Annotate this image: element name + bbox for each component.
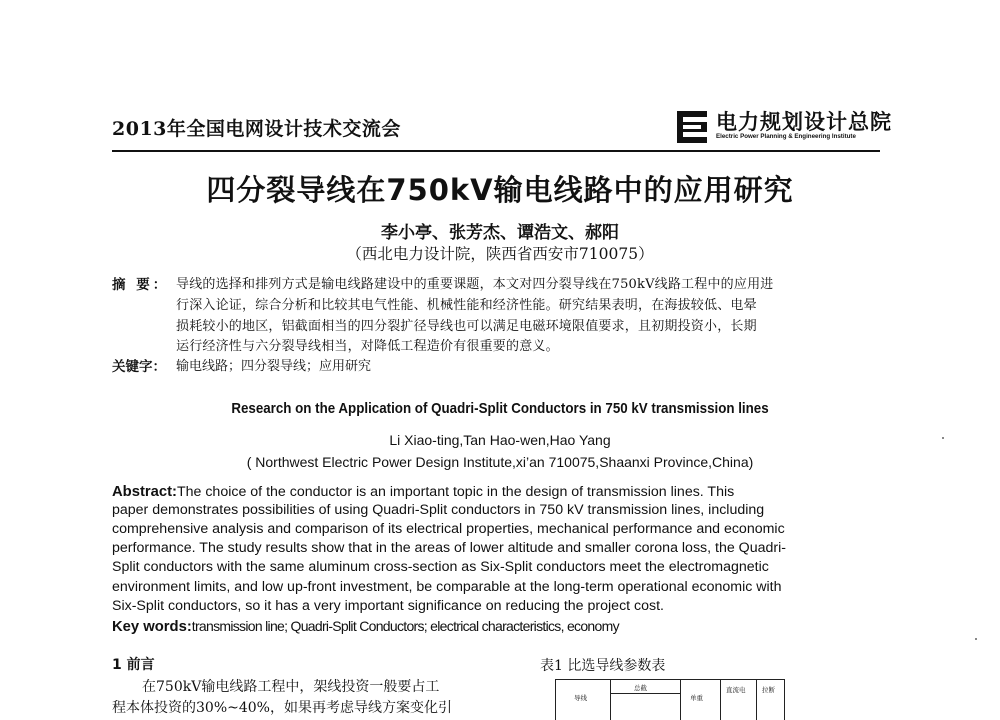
header-rule	[112, 150, 880, 152]
section-heading: 1 前言	[112, 657, 155, 673]
keywords-en-label: Key words:	[112, 619, 192, 635]
table-header-cell: 直流电	[726, 686, 746, 694]
affiliation-cn: （西北电力设计院，陕西省西安市710075）	[346, 245, 654, 263]
table-divider	[680, 680, 681, 720]
table-divider	[756, 680, 757, 720]
abstract-en-line: performance. The study results show that in the areas of lower altitude and smaller corona loss, the Quadri-	[112, 540, 786, 556]
abstract-cn-label: 摘 要：	[112, 277, 170, 293]
abstract-cn-line: 导线的选择和排列方式是输电线路建设中的重要课题，本文对四分裂导线在750kV线路工程中的应用进	[176, 277, 774, 292]
table-header-cell: 拉断	[762, 686, 775, 694]
table-divider	[720, 680, 721, 720]
authors-cn: 李小亭、张芳杰、谭浩文、郝阳	[381, 223, 619, 243]
abstract-en-first-line	[112, 484, 734, 500]
abstract-en-line: environment limits, and low up-front investment, be comparable at the long-term operational economic with	[112, 579, 782, 595]
scan-speck	[942, 437, 944, 439]
paper-title-cn: 四分裂导线在750kV输电线路中的应用研究	[206, 173, 794, 207]
keywords-cn-label: 关键字：	[112, 359, 166, 375]
keywords-en-text: transmission line; Quadri-Split Conductors; electrical characteristics, economy	[191, 618, 619, 634]
keywords-en	[112, 618, 619, 635]
abstract-en-line: Six-Split conductors, so it has a very important significance on reducing the project cost.	[112, 598, 665, 614]
body-text-line: 程本体投资的30%~40%，如果再考虑导线方案变化引	[112, 700, 452, 716]
body-text-line: 在750kV输电线路工程中，架线投资一般要占工	[142, 679, 440, 695]
institute-name-cn: 电力规划设计总院	[716, 110, 892, 134]
abstract-en-line: comprehensive analysis and comparison of its electrical properties, mechanical performance and economic	[112, 521, 785, 537]
affiliation-en: ( Northwest Electric Power Design Institute,xi’an 710075,Shaanxi Province,China)	[246, 454, 754, 470]
abstract-cn-line: 行深入论证，综合分析和比较其电气性能、机械性能和经济性能。研究结果表明，在海拔较低、电晕	[176, 298, 757, 313]
table-header-cell: 单重	[690, 694, 703, 702]
table-header-cell: 导线	[574, 694, 587, 702]
institute-logo-icon	[677, 111, 707, 143]
authors-en: Li Xiao-ting,Tan Hao-wen,Hao Yang	[389, 432, 611, 448]
table-1	[555, 679, 785, 720]
abstract-cn-line: 损耗较小的地区，铝截面相当的四分裂扩径导线也可以满足电磁环境限值要求，且初期投资小，长期	[176, 319, 757, 334]
scan-speck	[975, 638, 977, 640]
table-divider	[610, 680, 611, 720]
table-caption: 表1 比选导线参数表	[540, 658, 666, 674]
table-header-cell: 总截	[634, 684, 647, 692]
institute-name-en: Electric Power Planning & Engineering Institute	[716, 133, 856, 140]
abstract-en-line: Split conductors with the same aluminum cross-section as Six-Split conductors meet the electromagnetic	[112, 559, 769, 575]
table-divider	[610, 693, 680, 694]
abstract-en-line: The choice of the conductor is an important topic in the design of transmission lines. This	[176, 484, 735, 500]
keywords-cn-text: 输电线路；四分裂导线；应用研究	[176, 359, 372, 374]
abstract-cn-line: 运行经济性与六分裂导线相当，对降低工程造价有很重要的意义。	[176, 339, 559, 354]
abstract-en-label: Abstract:	[112, 484, 177, 500]
conference-name: 2013年全国电网设计技术交流会	[112, 118, 401, 140]
abstract-en-line: paper demonstrates possibilities of using Quadri-Split conductors in 750 kV transmission lines, including	[112, 502, 765, 518]
paper-title-en: Research on the Application of Quadri-Split Conductors in 750 kV transmission lines	[231, 400, 769, 417]
